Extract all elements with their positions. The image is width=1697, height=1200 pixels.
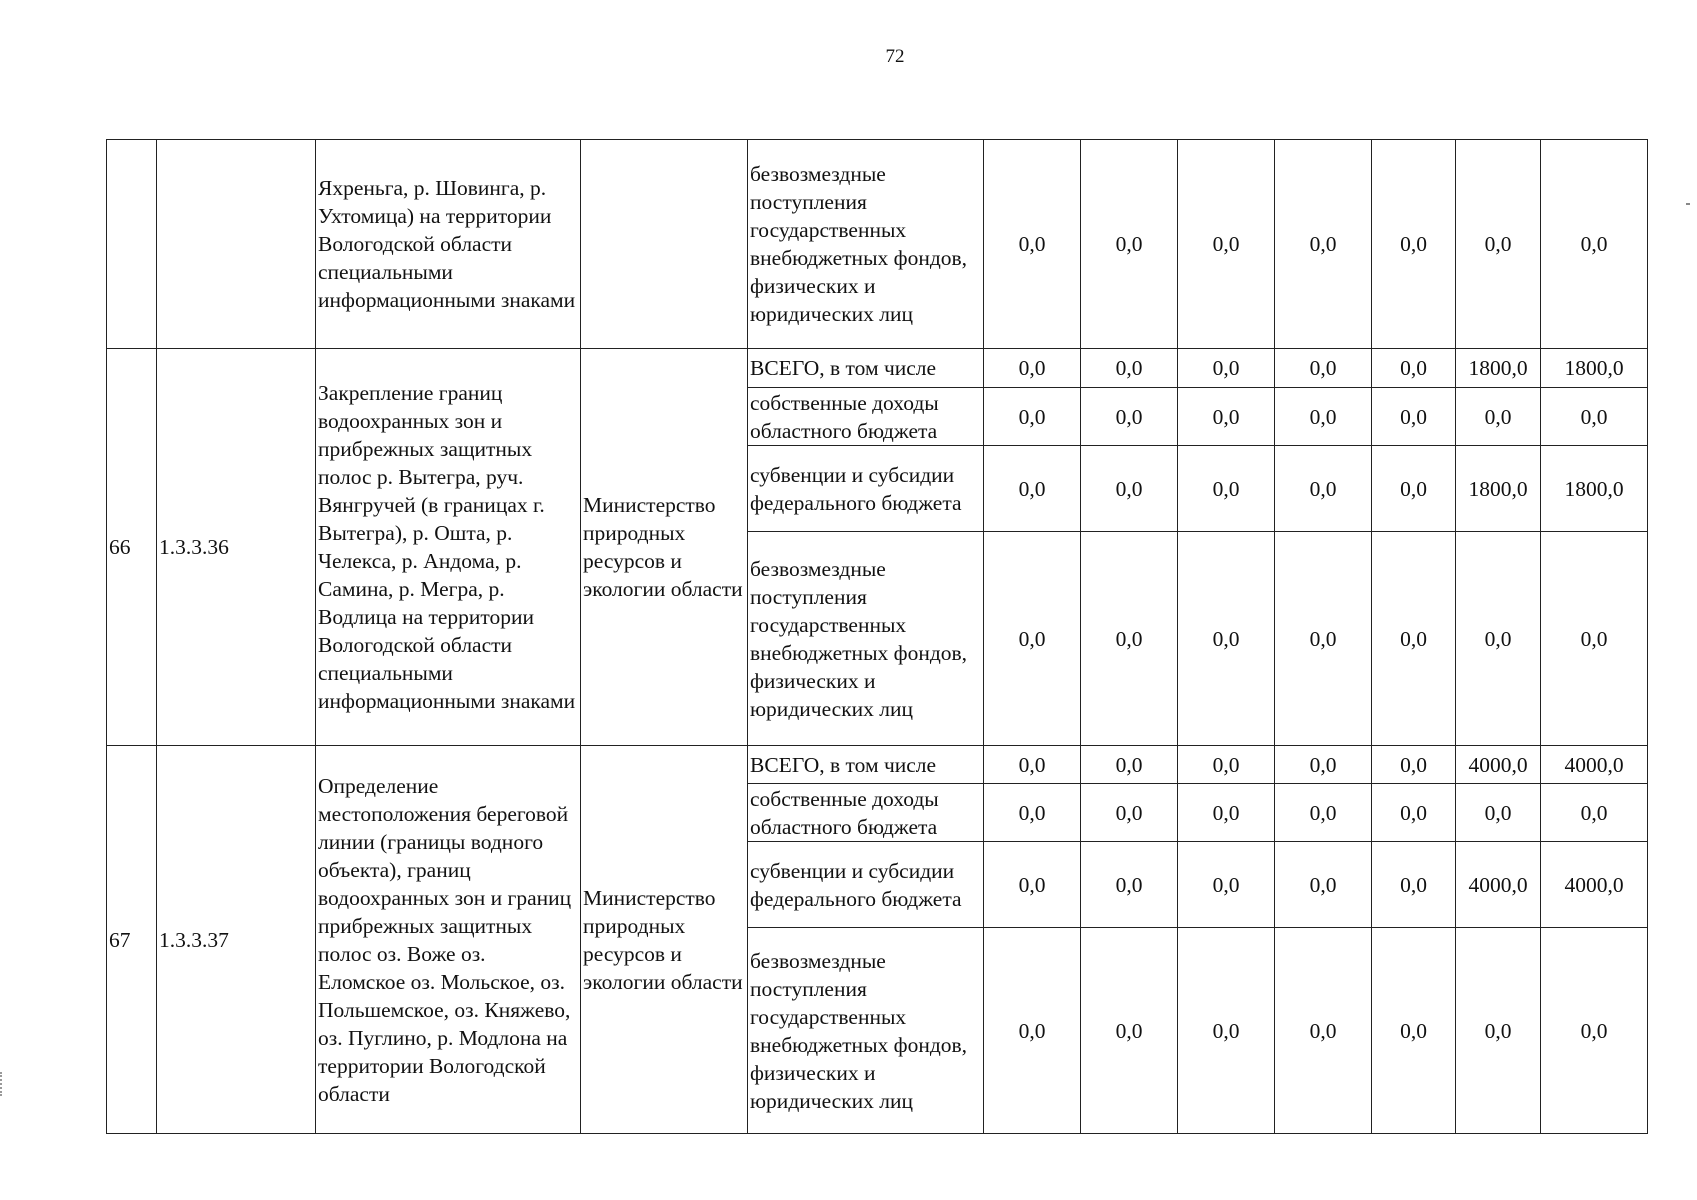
value-cell: 0,0 (1081, 388, 1178, 446)
value-cell: 0,0 (984, 140, 1081, 349)
value-cell: 0,0 (1541, 784, 1648, 842)
value-cell: 4000,0 (1456, 842, 1541, 928)
value-cell: 0,0 (1541, 928, 1648, 1134)
value-cell: 0,0 (1178, 349, 1275, 388)
value-cell: 0,0 (984, 746, 1081, 784)
row-number-cell: 66 (107, 349, 157, 746)
value-cell: 0,0 (1178, 928, 1275, 1134)
value-cell: 0,0 (1372, 140, 1456, 349)
value-cell: 0,0 (1275, 532, 1372, 746)
value-cell: 4000,0 (1541, 746, 1648, 784)
row-number-cell: 67 (107, 746, 157, 1134)
value-cell: 0,0 (1275, 388, 1372, 446)
value-cell: 0,0 (984, 842, 1081, 928)
value-cell: 0,0 (1456, 388, 1541, 446)
value-cell: 1800,0 (1541, 446, 1648, 532)
value-cell: 0,0 (1456, 928, 1541, 1134)
value-cell: 0,0 (1372, 746, 1456, 784)
table-row (107, 349, 1648, 388)
row-description-cell: Закрепление границ водоохранных зон и прибрежных защитных полос р. Вытегра, руч. Вянгручей (в границах г. Вытегра), р. Ошта, р. Челекса, р. Андома, р. Самина, р. Мегра, р. Водлица на территории Вологодской области специальными информационными знаками (316, 349, 581, 746)
budget-table (106, 139, 1648, 1134)
value-cell: 0,0 (1178, 842, 1275, 928)
row-executor-cell (581, 140, 748, 349)
value-cell: 0,0 (1081, 532, 1178, 746)
row-description-cell: Определение местоположения береговой линии (границы водного объекта), границ водоохранных зон и границ прибрежных защитных полос оз. Воже оз. Еломское оз. Мольское, оз. Польшемское, оз. Княжево, оз. Пуглино, р. Модлона на территории Вологодской области (316, 746, 581, 1134)
value-cell: 0,0 (984, 784, 1081, 842)
value-cell: 0,0 (1178, 388, 1275, 446)
value-cell: 4000,0 (1456, 746, 1541, 784)
value-cell: 1800,0 (1541, 349, 1648, 388)
funding-source-cell: субвенции и субсидии федерального бюджета (748, 446, 984, 532)
value-cell: 0,0 (1456, 140, 1541, 349)
value-cell: 0,0 (1275, 784, 1372, 842)
value-cell: 0,0 (1456, 784, 1541, 842)
scan-margin-mark (0, 1072, 6, 1096)
row-executor-cell: Министерство природных ресурсов и экологии области (581, 349, 748, 746)
scan-margin-dot (1686, 203, 1690, 205)
value-cell: 1800,0 (1456, 446, 1541, 532)
value-cell: 0,0 (1081, 349, 1178, 388)
value-cell: 4000,0 (1541, 842, 1648, 928)
value-cell: 0,0 (984, 446, 1081, 532)
value-cell: 0,0 (1081, 928, 1178, 1134)
value-cell: 0,0 (1178, 532, 1275, 746)
value-cell: 0,0 (1372, 842, 1456, 928)
value-cell: 0,0 (1081, 784, 1178, 842)
table-row (107, 746, 1648, 784)
value-cell: 0,0 (1081, 140, 1178, 349)
value-cell: 0,0 (1178, 746, 1275, 784)
funding-source-cell: собственные доходы областного бюджета (748, 784, 984, 842)
value-cell: 0,0 (1081, 746, 1178, 784)
value-cell: 0,0 (1275, 446, 1372, 532)
row-code-cell: 1.3.3.37 (157, 746, 316, 1134)
value-cell: 0,0 (984, 388, 1081, 446)
value-cell: 0,0 (1178, 784, 1275, 842)
value-cell: 0,0 (1372, 784, 1456, 842)
value-cell: 0,0 (1275, 349, 1372, 388)
value-cell: 0,0 (1541, 388, 1648, 446)
value-cell: 0,0 (1372, 446, 1456, 532)
row-number-cell (107, 140, 157, 349)
value-cell: 0,0 (1178, 140, 1275, 349)
funding-source-cell: безвозмездные поступления государственных внебюджетных фондов, физических и юридических лиц (748, 140, 984, 349)
value-cell: 0,0 (1372, 349, 1456, 388)
value-cell: 0,0 (1372, 532, 1456, 746)
value-cell: 0,0 (984, 928, 1081, 1134)
value-cell: 0,0 (1081, 842, 1178, 928)
value-cell: 0,0 (1541, 140, 1648, 349)
value-cell: 0,0 (1275, 842, 1372, 928)
value-cell: 0,0 (984, 349, 1081, 388)
funding-source-cell: ВСЕГО, в том числе (748, 349, 984, 388)
value-cell: 0,0 (1456, 532, 1541, 746)
value-cell: 0,0 (1372, 928, 1456, 1134)
value-cell: 0,0 (1081, 446, 1178, 532)
value-cell: 0,0 (1541, 532, 1648, 746)
funding-source-cell: безвозмездные поступления государственных внебюджетных фондов, физических и юридических лиц (748, 532, 984, 746)
value-cell: 0,0 (1275, 928, 1372, 1134)
funding-source-cell: ВСЕГО, в том числе (748, 746, 984, 784)
value-cell: 0,0 (1178, 446, 1275, 532)
value-cell: 0,0 (1372, 388, 1456, 446)
funding-source-cell: собственные доходы областного бюджета (748, 388, 984, 446)
funding-source-cell: безвозмездные поступления государственных внебюджетных фондов, физических и юридических лиц (748, 928, 984, 1134)
value-cell: 0,0 (984, 532, 1081, 746)
value-cell: 0,0 (1275, 746, 1372, 784)
value-cell: 0,0 (1275, 140, 1372, 349)
funding-source-cell: субвенции и субсидии федерального бюджета (748, 842, 984, 928)
row-executor-cell: Министерство природных ресурсов и экологии области (581, 746, 748, 1134)
row-code-cell: 1.3.3.36 (157, 349, 316, 746)
row-code-cell (157, 140, 316, 349)
row-description-cell: Яхреньга, р. Шовинга, р. Ухтомица) на территории Вологодской области специальными информационными знаками (316, 140, 581, 349)
value-cell: 1800,0 (1456, 349, 1541, 388)
table-row (107, 140, 1648, 349)
page-number: 72 (885, 46, 905, 67)
